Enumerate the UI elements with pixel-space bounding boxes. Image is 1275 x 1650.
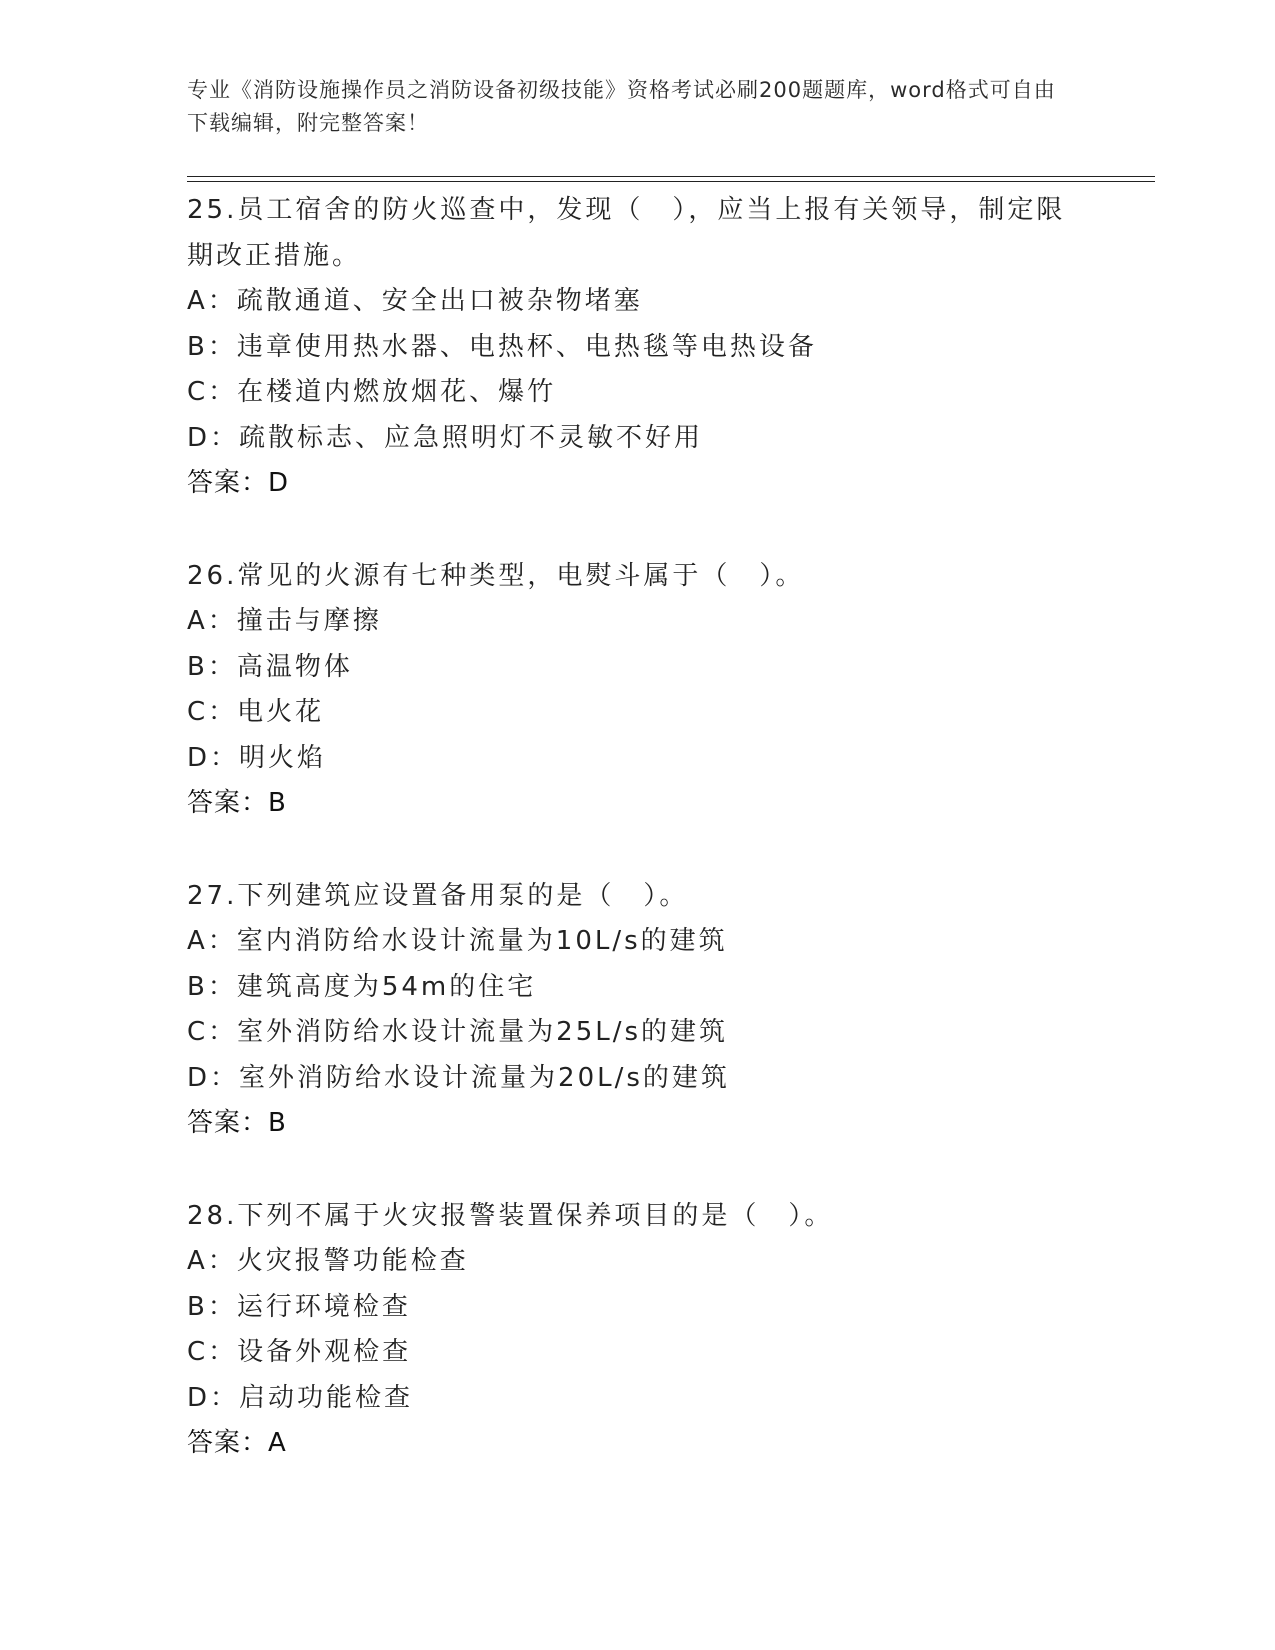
question-stem: 26.常见的火源有七种类型，电熨斗属于（ ）。 <box>187 560 805 591</box>
answer-label: 答案：A <box>187 1428 287 1458</box>
option-a: A：撞击与摩擦 <box>187 606 382 636</box>
option-a: A：火灾报警功能检查 <box>187 1246 469 1276</box>
question-stem: 27.下列建筑应设置备用泵的是（ ）。 <box>187 880 689 911</box>
question-stem: 28.下列不属于火灾报警装置保养项目的是（ ）。 <box>187 1200 834 1231</box>
question-list <box>187 188 1147 1514</box>
option-b: B：建筑高度为54m的住宅 <box>187 971 537 1002</box>
header-divider-top <box>187 176 1155 177</box>
answer-label: 答案：D <box>187 468 290 498</box>
option-c: C：室外消防给水设计流量为25L/s的建筑 <box>187 1017 729 1047</box>
option-d: D：明火焰 <box>187 742 327 773</box>
question-stem: 25.员工宿舍的防火巡查中，发现（ ），应当上报有关领导，制定限期改正措施。 <box>187 195 1066 271</box>
answer-label: 答案：B <box>187 788 287 818</box>
question-28 <box>187 1194 1147 1467</box>
option-c: C：电火花 <box>187 697 325 727</box>
option-d: D：疏散标志、应急照明灯不灵敏不好用 <box>187 422 704 453</box>
answer-label: 答案：B <box>187 1108 287 1138</box>
option-b: B：违章使用热水器、电热杯、电热毯等电热设备 <box>187 331 817 362</box>
option-a: A：室内消防给水设计流量为10L/s的建筑 <box>187 926 728 956</box>
option-d: D：室外消防给水设计流量为20L/s的建筑 <box>187 1062 730 1093</box>
question-27 <box>187 874 1147 1147</box>
document-header: 专业《消防设施操作员之消防设备初级技能》资格考试必刷200题题库，word格式可自由下载编辑，附完整答案！ <box>187 78 1056 135</box>
option-d: D：启动功能检查 <box>187 1382 414 1413</box>
option-b: B：运行环境检查 <box>187 1291 411 1322</box>
option-b: B：高温物体 <box>187 651 353 682</box>
option-a: A：疏散通道、安全出口被杂物堵塞 <box>187 286 643 316</box>
option-c: C：在楼道内燃放烟花、爆竹 <box>187 377 557 407</box>
question-25 <box>187 188 1147 507</box>
option-c: C：设备外观检查 <box>187 1337 412 1367</box>
question-26 <box>187 554 1147 827</box>
header-divider-bottom <box>187 181 1155 182</box>
